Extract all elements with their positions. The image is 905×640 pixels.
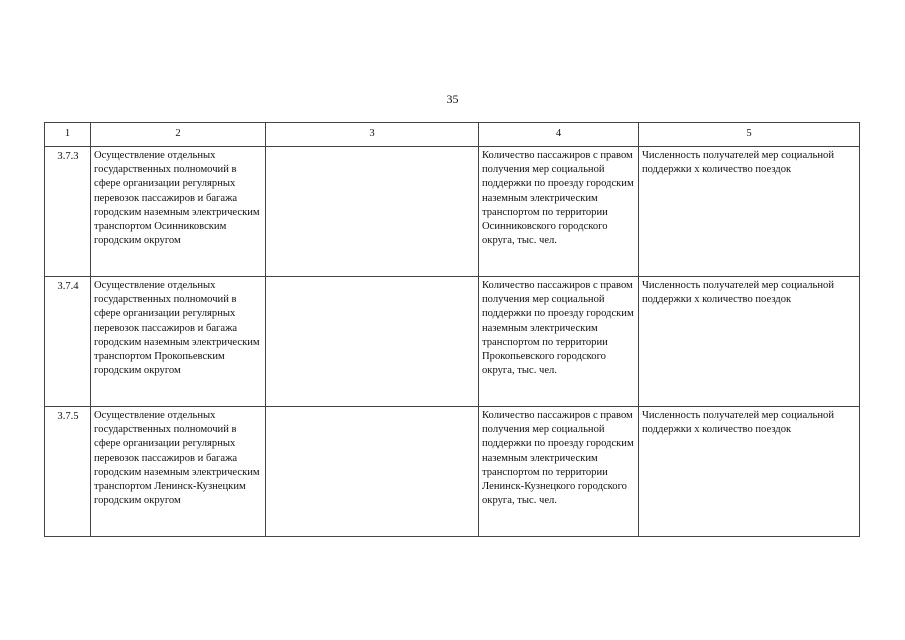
page-number: 35 (446, 92, 459, 106)
row-number: 3.7.5 (45, 407, 91, 537)
column-header: 5 (639, 123, 860, 147)
column-header: 4 (479, 123, 639, 147)
activity-cell: Осуществление отдельных государственных полномочий в сфере организации регулярных перевозок пассажиров и багажа городским наземным электрическим транспортом Осинниковским городским округом (91, 147, 266, 277)
formula-cell: Численность получателей мер социальной поддержки x количество поездок (639, 277, 860, 407)
empty-cell (266, 277, 479, 407)
activity-cell: Осуществление отдельных государственных полномочий в сфере организации регулярных перевозок пассажиров и багажа городским наземным электрическим транспортом Ленинск-Кузнецким городским округом (91, 407, 266, 537)
column-header: 3 (266, 123, 479, 147)
column-header: 1 (45, 123, 91, 147)
indicator-cell: Количество пассажиров с правом получения мер социальной поддержки по проезду городским наземным электрическим транспортом по территории Ленинск-Кузнецкого городского округа, тыс. чел. (479, 407, 639, 537)
indicator-cell: Количество пассажиров с правом получения мер социальной поддержки по проезду городским наземным электрическим транспортом по территории Прокопьевского городского округа, тыс. чел. (479, 277, 639, 407)
column-header: 2 (91, 123, 266, 147)
table-header-row (45, 123, 860, 147)
table-row (45, 277, 860, 407)
formula-cell: Численность получателей мер социальной поддержки x количество поездок (639, 407, 860, 537)
table-row (45, 407, 860, 537)
empty-cell (266, 407, 479, 537)
row-number: 3.7.3 (45, 147, 91, 277)
activity-cell: Осуществление отдельных государственных полномочий в сфере организации регулярных перевозок пассажиров и багажа городским наземным электрическим транспортом Прокопьевским городским округом (91, 277, 266, 407)
empty-cell (266, 147, 479, 277)
row-number: 3.7.4 (45, 277, 91, 407)
formula-cell: Численность получателей мер социальной поддержки x количество поездок (639, 147, 860, 277)
table-row (45, 147, 860, 277)
indicator-cell: Количество пассажиров с правом получения мер социальной поддержки по проезду городским наземным электрическим транспортом по территории Осинниковского городского округа, тыс. чел. (479, 147, 639, 277)
data-table (44, 122, 860, 537)
